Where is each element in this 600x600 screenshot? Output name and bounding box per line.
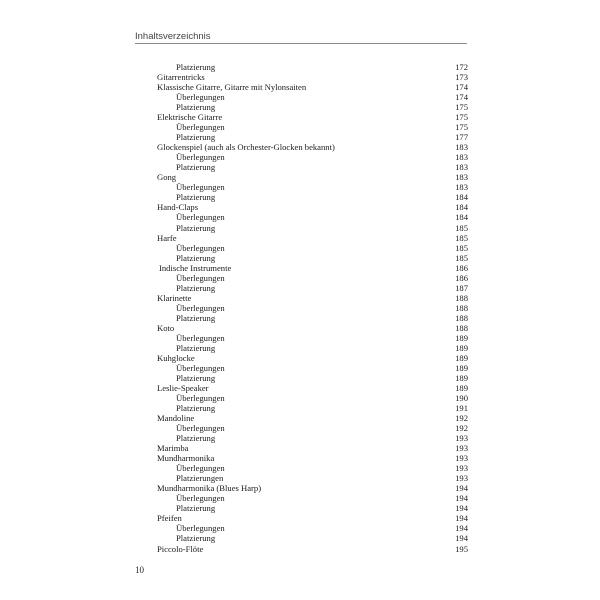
- toc-entry-title: Platzierung: [176, 312, 216, 323]
- toc-subentry: [157, 403, 468, 413]
- toc-entry-title: Platzierung: [176, 282, 216, 293]
- running-head: Inhaltsverzeichnis: [135, 31, 211, 42]
- toc-entry-title: Platzierung: [176, 403, 216, 414]
- toc-entry-page: 193: [455, 463, 468, 474]
- toc-entry-title: Überlegungen: [176, 182, 225, 193]
- toc-subentry: [157, 212, 468, 222]
- toc-entry-title: Koto: [157, 322, 175, 333]
- toc-entry: [157, 413, 468, 423]
- toc-entry-page: 188: [455, 292, 468, 303]
- toc-entry-page: 193: [455, 453, 468, 464]
- toc-subentry: [157, 192, 468, 202]
- toc-entry-title: Überlegungen: [176, 302, 225, 313]
- toc-entry-title: Leslie-Speaker: [157, 383, 209, 393]
- toc-entry-title: Überlegungen: [176, 332, 225, 343]
- toc-entry: [157, 172, 468, 182]
- toc-entry-title: Glockenspiel (auch als Orchester-Glocken bekannt): [157, 142, 335, 153]
- toc-entry-title: Kuhglocke: [157, 352, 195, 363]
- toc-entry-title: Gong: [157, 172, 177, 183]
- toc-entry-page: 185: [455, 242, 468, 253]
- toc-entry-page: 194: [455, 533, 468, 544]
- toc-entry-title: Platzierung: [176, 533, 216, 544]
- toc-entry-page: 191: [455, 403, 468, 414]
- toc-entry-page: 188: [455, 302, 468, 313]
- page-number: 10: [135, 565, 144, 575]
- toc-entry-title: Überlegungen: [176, 272, 225, 283]
- toc-entry-title: Mundharmonika (Blues Harp): [157, 483, 262, 494]
- toc-entry-title: Elektrische Gitarre: [157, 112, 223, 123]
- toc-entry-title: Überlegungen: [176, 523, 225, 534]
- toc-entry-page: 189: [455, 362, 468, 373]
- toc-entry-title: Pfeifen: [157, 513, 182, 524]
- toc-entry-page: 174: [455, 92, 468, 103]
- toc-entry-page: 173: [455, 72, 468, 83]
- toc-entry: [157, 453, 468, 463]
- toc-entry-title: Platzierung: [176, 132, 216, 143]
- toc-subentry: [157, 243, 468, 253]
- toc-entry-page: 183: [455, 142, 468, 153]
- toc-entry: [157, 112, 468, 122]
- toc-subentry: [157, 463, 468, 473]
- toc-entry-page: 185: [455, 252, 468, 263]
- toc-entry-page: 184: [455, 202, 468, 213]
- toc-entry-page: 175: [455, 102, 468, 113]
- toc-entry-title: Klassische Gitarre, Gitarre mit Nylonsaiten: [157, 82, 307, 93]
- toc-entry: [157, 443, 468, 453]
- toc-entry-title: Überlegungen: [176, 92, 225, 103]
- toc-subentry: [157, 373, 468, 383]
- toc-subentry: [157, 533, 468, 543]
- toc-entry-page: 189: [455, 383, 468, 393]
- toc-entry-page: 186: [455, 272, 468, 283]
- toc-entry-title: Platzierung: [176, 433, 216, 444]
- toc-entry: [157, 483, 468, 493]
- toc-entry-page: 188: [455, 312, 468, 323]
- toc-subentry: [157, 393, 468, 403]
- toc-entry-title: Überlegungen: [176, 362, 225, 373]
- toc-entry-title: Überlegungen: [176, 463, 225, 474]
- toc-entry-page: 192: [455, 413, 468, 424]
- toc-entry: [157, 202, 468, 212]
- toc-entry-title: Mandoline: [157, 413, 195, 424]
- toc-entry: [157, 293, 468, 303]
- toc-entry-page: 177: [455, 132, 468, 143]
- toc-entry-title: Platzierung: [176, 192, 216, 203]
- toc-entry-page: 195: [455, 543, 468, 554]
- toc-entry: [157, 383, 468, 393]
- toc-entry: [157, 323, 468, 333]
- toc-subentry: [157, 433, 468, 443]
- toc-entry-title: Mundharmonika: [157, 453, 215, 464]
- toc-entry-page: 175: [455, 112, 468, 123]
- toc-entry-page: 194: [455, 513, 468, 524]
- toc-entry-page: 194: [455, 493, 468, 504]
- header-rule: [135, 43, 467, 44]
- toc-subentry: [157, 62, 468, 72]
- toc-entry: [157, 353, 468, 363]
- toc-entry-title: Hand-Claps: [157, 202, 199, 213]
- toc-subentry: [157, 102, 468, 112]
- toc-entry-page: 189: [455, 372, 468, 383]
- toc-subentry: [157, 122, 468, 132]
- toc-entry-page: 183: [455, 152, 468, 163]
- toc-entry: [157, 233, 468, 243]
- toc-entry-page: 192: [455, 423, 468, 434]
- toc-entry-title: Platzierung: [176, 162, 216, 173]
- toc-entry-page: 185: [455, 232, 468, 243]
- toc-entry: [157, 82, 468, 92]
- table-of-contents: [157, 62, 468, 554]
- toc-entry-title: Platzierung: [176, 252, 216, 263]
- toc-entry-page: 189: [455, 342, 468, 353]
- toc-entry-title: Klarinette: [157, 292, 192, 303]
- toc-entry-page: 174: [455, 82, 468, 93]
- toc-entry-title: Überlegungen: [176, 122, 225, 133]
- toc-entry-title: Überlegungen: [176, 493, 225, 504]
- toc-entry: [157, 544, 468, 554]
- toc-entry: [157, 72, 468, 82]
- toc-entry-title: Überlegungen: [176, 152, 225, 163]
- toc-entry-title: Überlegungen: [176, 242, 225, 253]
- toc-entry-page: 183: [455, 182, 468, 193]
- toc-entry: [157, 263, 468, 273]
- toc-entry-title: Platzierung: [176, 102, 216, 113]
- toc-entry-page: 194: [455, 483, 468, 494]
- toc-entry-title: Harfe: [157, 232, 177, 243]
- toc-entry-title: Überlegungen: [176, 423, 225, 434]
- toc-entry-page: 193: [455, 443, 468, 454]
- toc-subentry: [157, 303, 468, 313]
- toc-entry-title: Platzierungen: [176, 473, 224, 484]
- toc-entry-title: Überlegungen: [176, 393, 225, 404]
- toc-entry-title: Platzierung: [176, 503, 216, 514]
- toc-subentry: [157, 473, 468, 483]
- toc-entry: [157, 513, 468, 523]
- toc-subentry: [157, 523, 468, 533]
- toc-entry-page: 187: [455, 282, 468, 293]
- toc-entry-page: 193: [455, 433, 468, 444]
- toc-entry-title: Indische Instrumente: [159, 262, 232, 273]
- toc-entry-page: 185: [455, 222, 468, 233]
- toc-entry-page: 189: [455, 332, 468, 343]
- toc-entry-title: Platzierung: [176, 372, 216, 383]
- toc-entry-page: 175: [455, 122, 468, 133]
- toc-entry-page: 186: [455, 262, 468, 273]
- toc-entry-page: 193: [455, 473, 468, 484]
- toc-entry-page: 190: [455, 393, 468, 404]
- toc-entry-title: Platzierung: [176, 62, 216, 72]
- toc-entry-page: 189: [455, 352, 468, 363]
- toc-subentry: [157, 152, 468, 162]
- toc-subentry: [157, 223, 468, 233]
- toc-subentry: [157, 363, 468, 373]
- toc-subentry: [157, 92, 468, 102]
- toc-subentry: [157, 162, 468, 172]
- toc-entry-title: Piccolo-Flöte: [157, 543, 204, 554]
- toc-subentry: [157, 182, 468, 192]
- toc-entry-title: Platzierung: [176, 342, 216, 353]
- toc-subentry: [157, 313, 468, 323]
- toc-entry-title: Marimba: [157, 443, 189, 454]
- toc-entry-page: 184: [455, 212, 468, 223]
- toc-subentry: [157, 253, 468, 263]
- toc-subentry: [157, 283, 468, 293]
- toc-subentry: [157, 273, 468, 283]
- toc-entry-title: Platzierung: [176, 222, 216, 233]
- toc-entry-page: 194: [455, 523, 468, 534]
- toc-subentry: [157, 343, 468, 353]
- toc-subentry: [157, 423, 468, 433]
- toc-entry-page: 194: [455, 503, 468, 514]
- toc-subentry: [157, 503, 468, 513]
- toc-entry-page: 183: [455, 172, 468, 183]
- toc-entry: [157, 142, 468, 152]
- toc-entry-title: Überlegungen: [176, 212, 225, 223]
- toc-subentry: [157, 132, 468, 142]
- toc-entry-page: 183: [455, 162, 468, 173]
- toc-entry-page: 184: [455, 192, 468, 203]
- toc-entry-page: 188: [455, 322, 468, 333]
- toc-subentry: [157, 493, 468, 503]
- toc-entry-title: Gitarrentricks: [157, 72, 205, 83]
- toc-entry-page: 172: [455, 62, 468, 72]
- toc-subentry: [157, 333, 468, 343]
